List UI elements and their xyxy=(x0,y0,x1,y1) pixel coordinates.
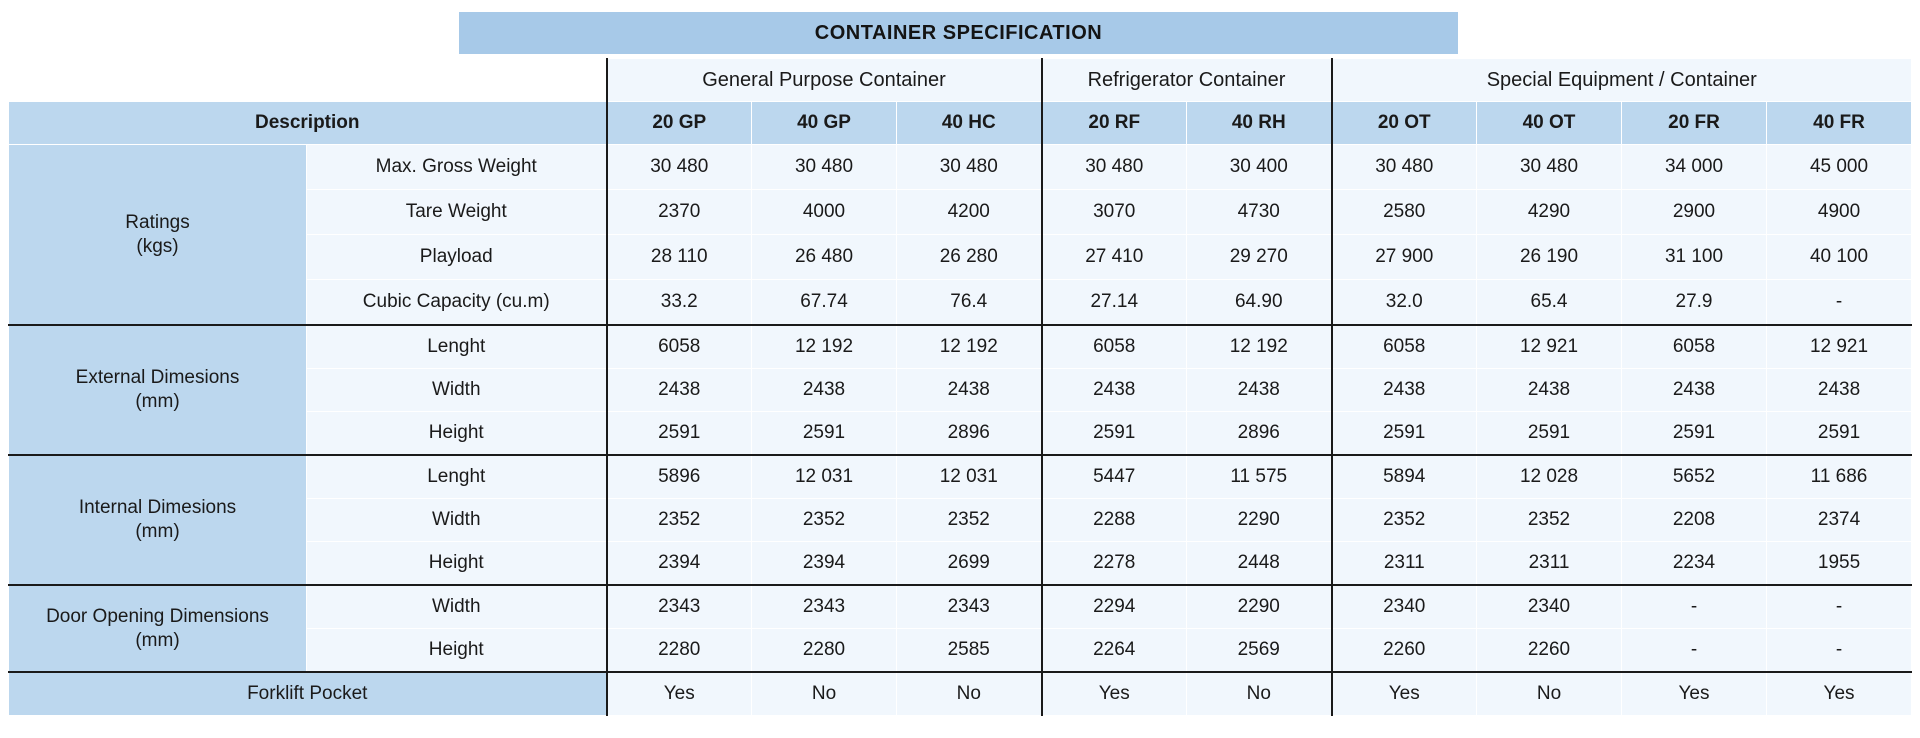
value-cell: 40 100 xyxy=(1767,235,1912,280)
value-cell: 6058 xyxy=(1622,325,1767,369)
row-label: Width xyxy=(307,499,607,542)
value-cell: 2290 xyxy=(1187,499,1332,542)
value-cell: 6058 xyxy=(1042,325,1187,369)
value-cell: 2370 xyxy=(607,190,752,235)
value-cell: 5896 xyxy=(607,455,752,499)
page-title: CONTAINER SPECIFICATION xyxy=(459,12,1458,54)
value-cell: 2340 xyxy=(1477,585,1622,629)
description-header: Description xyxy=(9,102,607,145)
forklift-row xyxy=(9,672,1912,716)
value-cell: 2438 xyxy=(752,369,897,412)
value-cell: 27.9 xyxy=(1622,280,1767,326)
value-cell: 30 480 xyxy=(607,145,752,190)
value-cell: 2208 xyxy=(1622,499,1767,542)
value-cell: 2280 xyxy=(607,629,752,673)
value-cell: 2900 xyxy=(1622,190,1767,235)
value-cell: 2438 xyxy=(1187,369,1332,412)
value-cell: 2352 xyxy=(1477,499,1622,542)
value-cell: 4290 xyxy=(1477,190,1622,235)
code-header: 40 HC xyxy=(897,102,1042,145)
category-label-line: Door Opening Dimensions xyxy=(46,605,269,627)
value-cell: 1955 xyxy=(1767,542,1912,586)
group-header-general-purpose: General Purpose Container xyxy=(607,59,1042,102)
value-cell: 2569 xyxy=(1187,629,1332,673)
value-cell: 12 028 xyxy=(1477,455,1622,499)
value-cell: - xyxy=(1622,629,1767,673)
value-cell: 6058 xyxy=(1332,325,1477,369)
value-cell: 6058 xyxy=(607,325,752,369)
value-cell: 12 192 xyxy=(897,325,1042,369)
row-label: Max. Gross Weight xyxy=(307,145,607,190)
value-cell: 2591 xyxy=(1042,412,1187,456)
value-cell: 2340 xyxy=(1332,585,1477,629)
value-cell: 4200 xyxy=(897,190,1042,235)
value-cell: Yes xyxy=(1042,672,1187,716)
value-cell: 2264 xyxy=(1042,629,1187,673)
value-cell: 4900 xyxy=(1767,190,1912,235)
value-cell: 26 280 xyxy=(897,235,1042,280)
value-cell: 31 100 xyxy=(1622,235,1767,280)
value-cell: 12 921 xyxy=(1477,325,1622,369)
group-header-refrigerator: Refrigerator Container xyxy=(1042,59,1332,102)
value-cell: 30 480 xyxy=(1332,145,1477,190)
value-cell: 5894 xyxy=(1332,455,1477,499)
container-spec-table xyxy=(8,58,1912,716)
value-cell: 2394 xyxy=(752,542,897,586)
value-cell: 2343 xyxy=(897,585,1042,629)
value-cell: - xyxy=(1767,585,1912,629)
value-cell: Yes xyxy=(1332,672,1477,716)
value-cell: 2260 xyxy=(1332,629,1477,673)
value-cell: 2580 xyxy=(1332,190,1477,235)
value-cell: 2352 xyxy=(607,499,752,542)
value-cell: Yes xyxy=(607,672,752,716)
row-label: Lenght xyxy=(307,325,607,369)
value-cell: 29 270 xyxy=(1187,235,1332,280)
value-cell: 11 686 xyxy=(1767,455,1912,499)
table-row xyxy=(9,585,1912,629)
value-cell: 2311 xyxy=(1477,542,1622,586)
value-cell: 12 031 xyxy=(897,455,1042,499)
category-label-line: External Dimesions xyxy=(75,367,240,388)
row-label: Cubic Capacity (cu.m) xyxy=(307,280,607,326)
value-cell: 2591 xyxy=(1332,412,1477,456)
value-cell: 11 575 xyxy=(1187,455,1332,499)
category-label xyxy=(9,585,307,672)
code-header: 40 FR xyxy=(1767,102,1912,145)
value-cell: 26 480 xyxy=(752,235,897,280)
code-header: 20 FR xyxy=(1622,102,1767,145)
value-cell: 2591 xyxy=(752,412,897,456)
value-cell: 3070 xyxy=(1042,190,1187,235)
value-cell: 2288 xyxy=(1042,499,1187,542)
value-cell: 2438 xyxy=(1767,369,1912,412)
value-cell: 2438 xyxy=(1042,369,1187,412)
value-cell: 2585 xyxy=(897,629,1042,673)
code-header-row xyxy=(9,102,1912,145)
value-cell: - xyxy=(1622,585,1767,629)
row-label: Width xyxy=(307,369,607,412)
value-cell: 45 000 xyxy=(1767,145,1912,190)
code-header: 20 GP xyxy=(607,102,752,145)
value-cell: 27 900 xyxy=(1332,235,1477,280)
value-cell: 2591 xyxy=(1622,412,1767,456)
code-header: 40 RH xyxy=(1187,102,1332,145)
value-cell: Yes xyxy=(1767,672,1912,716)
row-label: Playload xyxy=(307,235,607,280)
value-cell: 27.14 xyxy=(1042,280,1187,326)
value-cell: 27 410 xyxy=(1042,235,1187,280)
value-cell: 4730 xyxy=(1187,190,1332,235)
value-cell: 4000 xyxy=(752,190,897,235)
value-cell: 2260 xyxy=(1477,629,1622,673)
value-cell: 2438 xyxy=(607,369,752,412)
value-cell: 2280 xyxy=(752,629,897,673)
value-cell: 33.2 xyxy=(607,280,752,326)
value-cell: 2448 xyxy=(1187,542,1332,586)
value-cell: 2438 xyxy=(1332,369,1477,412)
value-cell: No xyxy=(897,672,1042,716)
value-cell: 12 031 xyxy=(752,455,897,499)
value-cell: 28 110 xyxy=(607,235,752,280)
value-cell: 2438 xyxy=(897,369,1042,412)
category-label-line: (mm) xyxy=(135,629,180,651)
code-header: 40 GP xyxy=(752,102,897,145)
row-label: Width xyxy=(307,585,607,629)
value-cell: No xyxy=(1187,672,1332,716)
value-cell: 76.4 xyxy=(897,280,1042,326)
value-cell: 64.90 xyxy=(1187,280,1332,326)
value-cell: 5447 xyxy=(1042,455,1187,499)
value-cell: Yes xyxy=(1622,672,1767,716)
forklift-label: Forklift Pocket xyxy=(9,672,607,716)
value-cell: 2343 xyxy=(752,585,897,629)
blank-corner xyxy=(9,59,607,102)
value-cell: 67.74 xyxy=(752,280,897,326)
table-row xyxy=(9,145,1912,190)
value-cell: 30 480 xyxy=(1042,145,1187,190)
value-cell: 65.4 xyxy=(1477,280,1622,326)
value-cell: 2352 xyxy=(897,499,1042,542)
group-header-row xyxy=(9,59,1912,102)
value-cell: 2294 xyxy=(1042,585,1187,629)
category-label-line: (kgs) xyxy=(136,235,179,257)
value-cell: 2352 xyxy=(752,499,897,542)
value-cell: 2278 xyxy=(1042,542,1187,586)
code-header: 20 OT xyxy=(1332,102,1477,145)
row-label: Tare Weight xyxy=(307,190,607,235)
value-cell: 12 192 xyxy=(1187,325,1332,369)
value-cell: 30 480 xyxy=(752,145,897,190)
value-cell: 2896 xyxy=(897,412,1042,456)
value-cell: No xyxy=(1477,672,1622,716)
category-label-line: Ratings xyxy=(125,211,190,233)
category-label-line: (mm) xyxy=(135,391,180,412)
value-cell: 30 480 xyxy=(897,145,1042,190)
category-label xyxy=(9,325,307,455)
code-header: 40 OT xyxy=(1477,102,1622,145)
value-cell: 2438 xyxy=(1477,369,1622,412)
value-cell: 34 000 xyxy=(1622,145,1767,190)
value-cell: 2896 xyxy=(1187,412,1332,456)
category-label-line: (mm) xyxy=(135,521,180,542)
value-cell: 2699 xyxy=(897,542,1042,586)
value-cell: - xyxy=(1767,280,1912,326)
value-cell: 2290 xyxy=(1187,585,1332,629)
value-cell: 12 192 xyxy=(752,325,897,369)
value-cell: 32.0 xyxy=(1332,280,1477,326)
value-cell: 2352 xyxy=(1332,499,1477,542)
value-cell: 30 400 xyxy=(1187,145,1332,190)
value-cell: - xyxy=(1767,629,1912,673)
code-header: 20 RF xyxy=(1042,102,1187,145)
value-cell: 30 480 xyxy=(1477,145,1622,190)
value-cell: 2343 xyxy=(607,585,752,629)
value-cell: 2438 xyxy=(1622,369,1767,412)
group-header-special-equipment: Special Equipment / Container xyxy=(1332,59,1912,102)
value-cell: No xyxy=(752,672,897,716)
value-cell: 2591 xyxy=(1477,412,1622,456)
table-row xyxy=(9,455,1912,499)
table-row xyxy=(9,325,1912,369)
category-label xyxy=(9,455,307,585)
value-cell: 2374 xyxy=(1767,499,1912,542)
value-cell: 2234 xyxy=(1622,542,1767,586)
value-cell: 2311 xyxy=(1332,542,1477,586)
value-cell: 12 921 xyxy=(1767,325,1912,369)
value-cell: 26 190 xyxy=(1477,235,1622,280)
category-label-line: Internal Dimesions xyxy=(78,497,237,518)
category-label xyxy=(9,145,307,326)
row-label: Height xyxy=(307,629,607,673)
value-cell: 5652 xyxy=(1622,455,1767,499)
value-cell: 2394 xyxy=(607,542,752,586)
row-label: Height xyxy=(307,412,607,456)
value-cell: 2591 xyxy=(607,412,752,456)
value-cell: 2591 xyxy=(1767,412,1912,456)
row-label: Lenght xyxy=(307,455,607,499)
row-label: Height xyxy=(307,542,607,586)
